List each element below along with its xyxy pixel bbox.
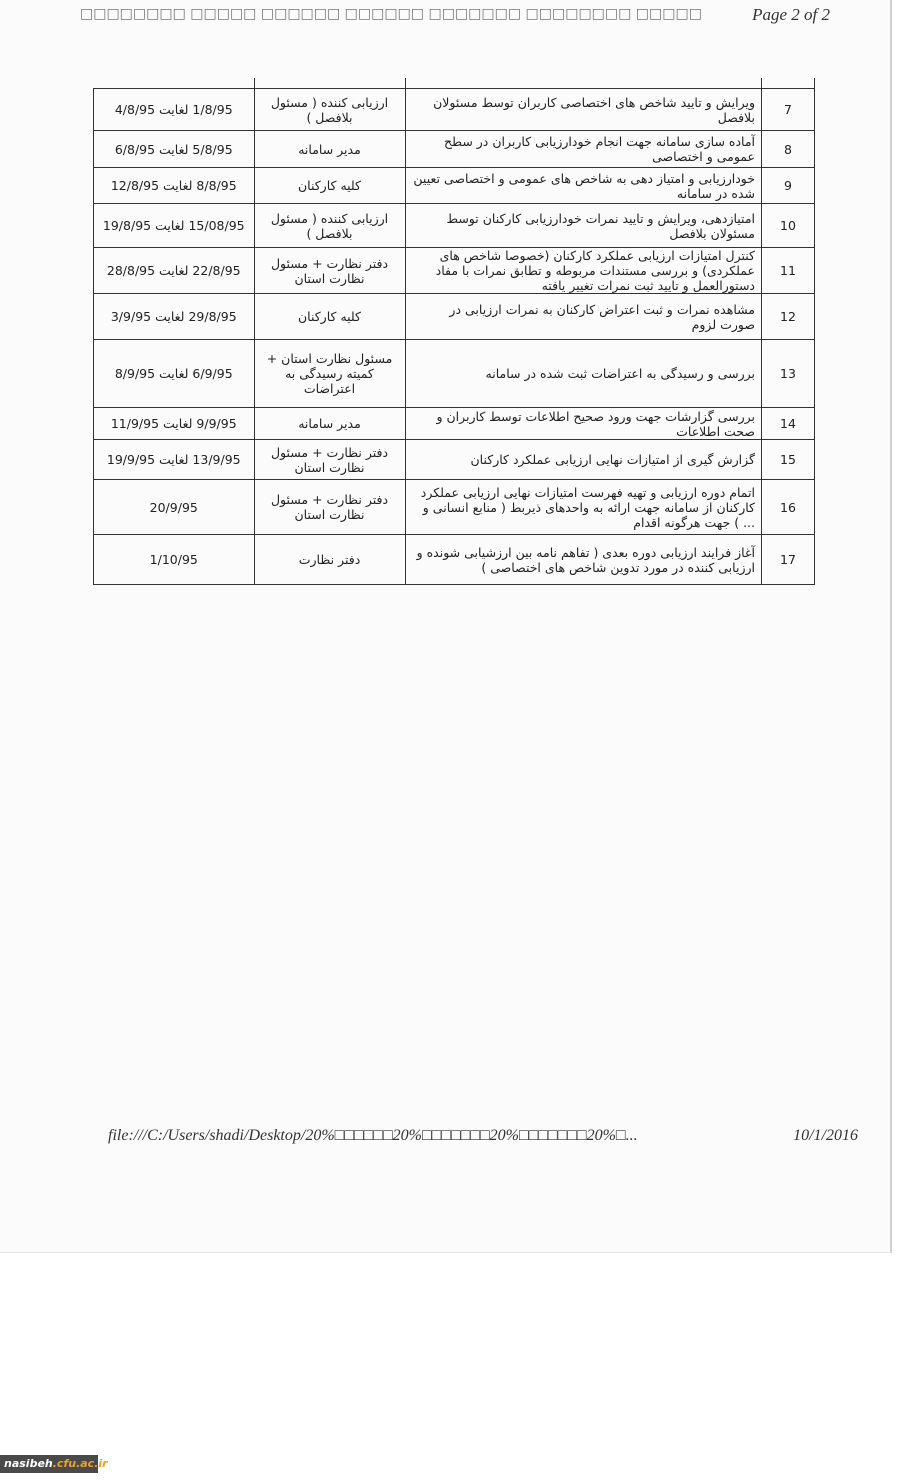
description-cell: خودارزیابی و امتیاز دهی به شاخص های عمومی و اختصاصی تعیین شده در سامانه <box>405 168 762 204</box>
row-number-cell: 17 <box>762 535 815 585</box>
date-cell: 15/08/95 لغایت 19/8/95 <box>94 204 255 248</box>
description-cell: آغاز فرایند ارزیابی دوره بعدی ( تفاهم نامه بین ارزشیابی شونده و ارزیابی کننده در مورد تدوین شاخص های اختصاصی ) <box>405 535 762 585</box>
row-number-cell: 16 <box>762 480 815 535</box>
table-row <box>94 340 815 408</box>
footer-date: 10/1/2016 <box>793 1127 858 1144</box>
table-row <box>94 89 815 131</box>
responsible-cell: ارزیابی کننده ( مسئول بلافصل ) <box>254 204 405 248</box>
row-number-cell: 8 <box>762 131 815 168</box>
description-cell: بررسی گزارشات جهت ورود صحیح اطلاعات توسط کاربران و صحت اطلاعات <box>405 408 762 440</box>
responsible-cell: دفتر نظارت + مسئول نظارت استان <box>254 480 405 535</box>
responsible-cell: دفتر نظارت + مسئول نظارت استان <box>254 440 405 480</box>
date-cell: 29/8/95 لغایت 3/9/95 <box>94 294 255 340</box>
row-number-cell: 14 <box>762 408 815 440</box>
row-number-cell: 9 <box>762 168 815 204</box>
table-row <box>94 480 815 535</box>
row-number-cell: 10 <box>762 204 815 248</box>
header-title: □□□□□□□□ □□□□□ □□□□□□ □□□□□□ □□□□□□□ □□□□□□□□ □□□□□ <box>80 6 702 22</box>
row-number-cell: 11 <box>762 248 815 294</box>
date-cell: 1/8/95 لغایت 4/8/95 <box>94 89 255 131</box>
schedule-table <box>93 78 815 585</box>
description-cell: ویرایش و تایید شاخص های اختصاصی کاربران توسط مسئولان بلافصل <box>405 89 762 131</box>
date-cell: 6/9/95 لغایت 8/9/95 <box>94 340 255 408</box>
responsible-cell: مسئول نظارت استان + کمیته رسیدگی به اعتراضات <box>254 340 405 408</box>
date-cell: 22/8/95 لغایت 28/8/95 <box>94 248 255 294</box>
date-cell: 1/10/95 <box>94 535 255 585</box>
date-cell: 8/8/95 لغایت 12/8/95 <box>94 168 255 204</box>
date-cell: 13/9/95 لغایت 19/9/95 <box>94 440 255 480</box>
row-number-cell: 7 <box>762 89 815 131</box>
row-number-cell: 13 <box>762 340 815 408</box>
table-row <box>94 440 815 480</box>
table-row <box>94 131 815 168</box>
footer-file-path: file:///C:/Users/shadi/Desktop/20%□□□□□□20%□□□□□□□20%□□□□□□□20%□... <box>108 1127 638 1144</box>
description-cell: مشاهده نمرات و ثبت اعتراض کارکنان به نمرات ارزیابی در صورت لزوم <box>405 294 762 340</box>
row-number-cell: 12 <box>762 294 815 340</box>
table-header-stub <box>94 78 815 89</box>
table-row <box>94 535 815 585</box>
watermark-logo: nasibeh.cfu.ac.ir <box>0 1455 98 1473</box>
table-row <box>94 248 815 294</box>
description-cell: گزارش گیری از امتیازات نهایی ارزیابی عملکرد کارکنان <box>405 440 762 480</box>
responsible-cell: کلیه کارکنان <box>254 168 405 204</box>
description-cell: امتیازدهی، ویرایش و تایید نمرات خودارزیابی کارکنان توسط مسئولان بلافصل <box>405 204 762 248</box>
responsible-cell: مدیر سامانه <box>254 408 405 440</box>
description-cell: بررسی و رسیدگی به اعتراضات ثبت شده در سامانه <box>405 340 762 408</box>
table-row <box>94 294 815 340</box>
page-number: Page 2 of 2 <box>752 5 830 24</box>
description-cell: اتمام دوره ارزیابی و تهیه فهرست امتیازات نهایی ارزیابی عملکرد کارکنان از سامانه جهت ارائه به واحدهای ذیربط ( منابع انسانی و ... ) جهت هرگونه اقدام <box>405 480 762 535</box>
table-row <box>94 408 815 440</box>
responsible-cell: دفتر نظارت <box>254 535 405 585</box>
date-cell: 20/9/95 <box>94 480 255 535</box>
responsible-cell: مدیر سامانه <box>254 131 405 168</box>
date-cell: 5/8/95 لغایت 6/8/95 <box>94 131 255 168</box>
date-cell: 9/9/95 لغایت 11/9/95 <box>94 408 255 440</box>
responsible-cell: دفتر نظارت + مسئول نظارت استان <box>254 248 405 294</box>
description-cell: کنترل امتیازات ارزیابی عملکرد کارکنان (خصوصا شاخص های عملکردی) و بررسی مستندات مربوطه و تطابق نمرات با مفاد دستورالعمل و تایید ثبت نمرات تغییر یافته <box>405 248 762 294</box>
description-cell: آماده سازی سامانه جهت انجام خودارزیابی کاربران در سطح عمومی و اختصاصی <box>405 131 762 168</box>
page-footer <box>108 1126 858 1146</box>
row-number-cell: 15 <box>762 440 815 480</box>
table-row <box>94 204 815 248</box>
responsible-cell: ارزیابی کننده ( مسئول بلافصل ) <box>254 89 405 131</box>
page-header <box>80 5 830 25</box>
table-row <box>94 168 815 204</box>
responsible-cell: کلیه کارکنان <box>254 294 405 340</box>
